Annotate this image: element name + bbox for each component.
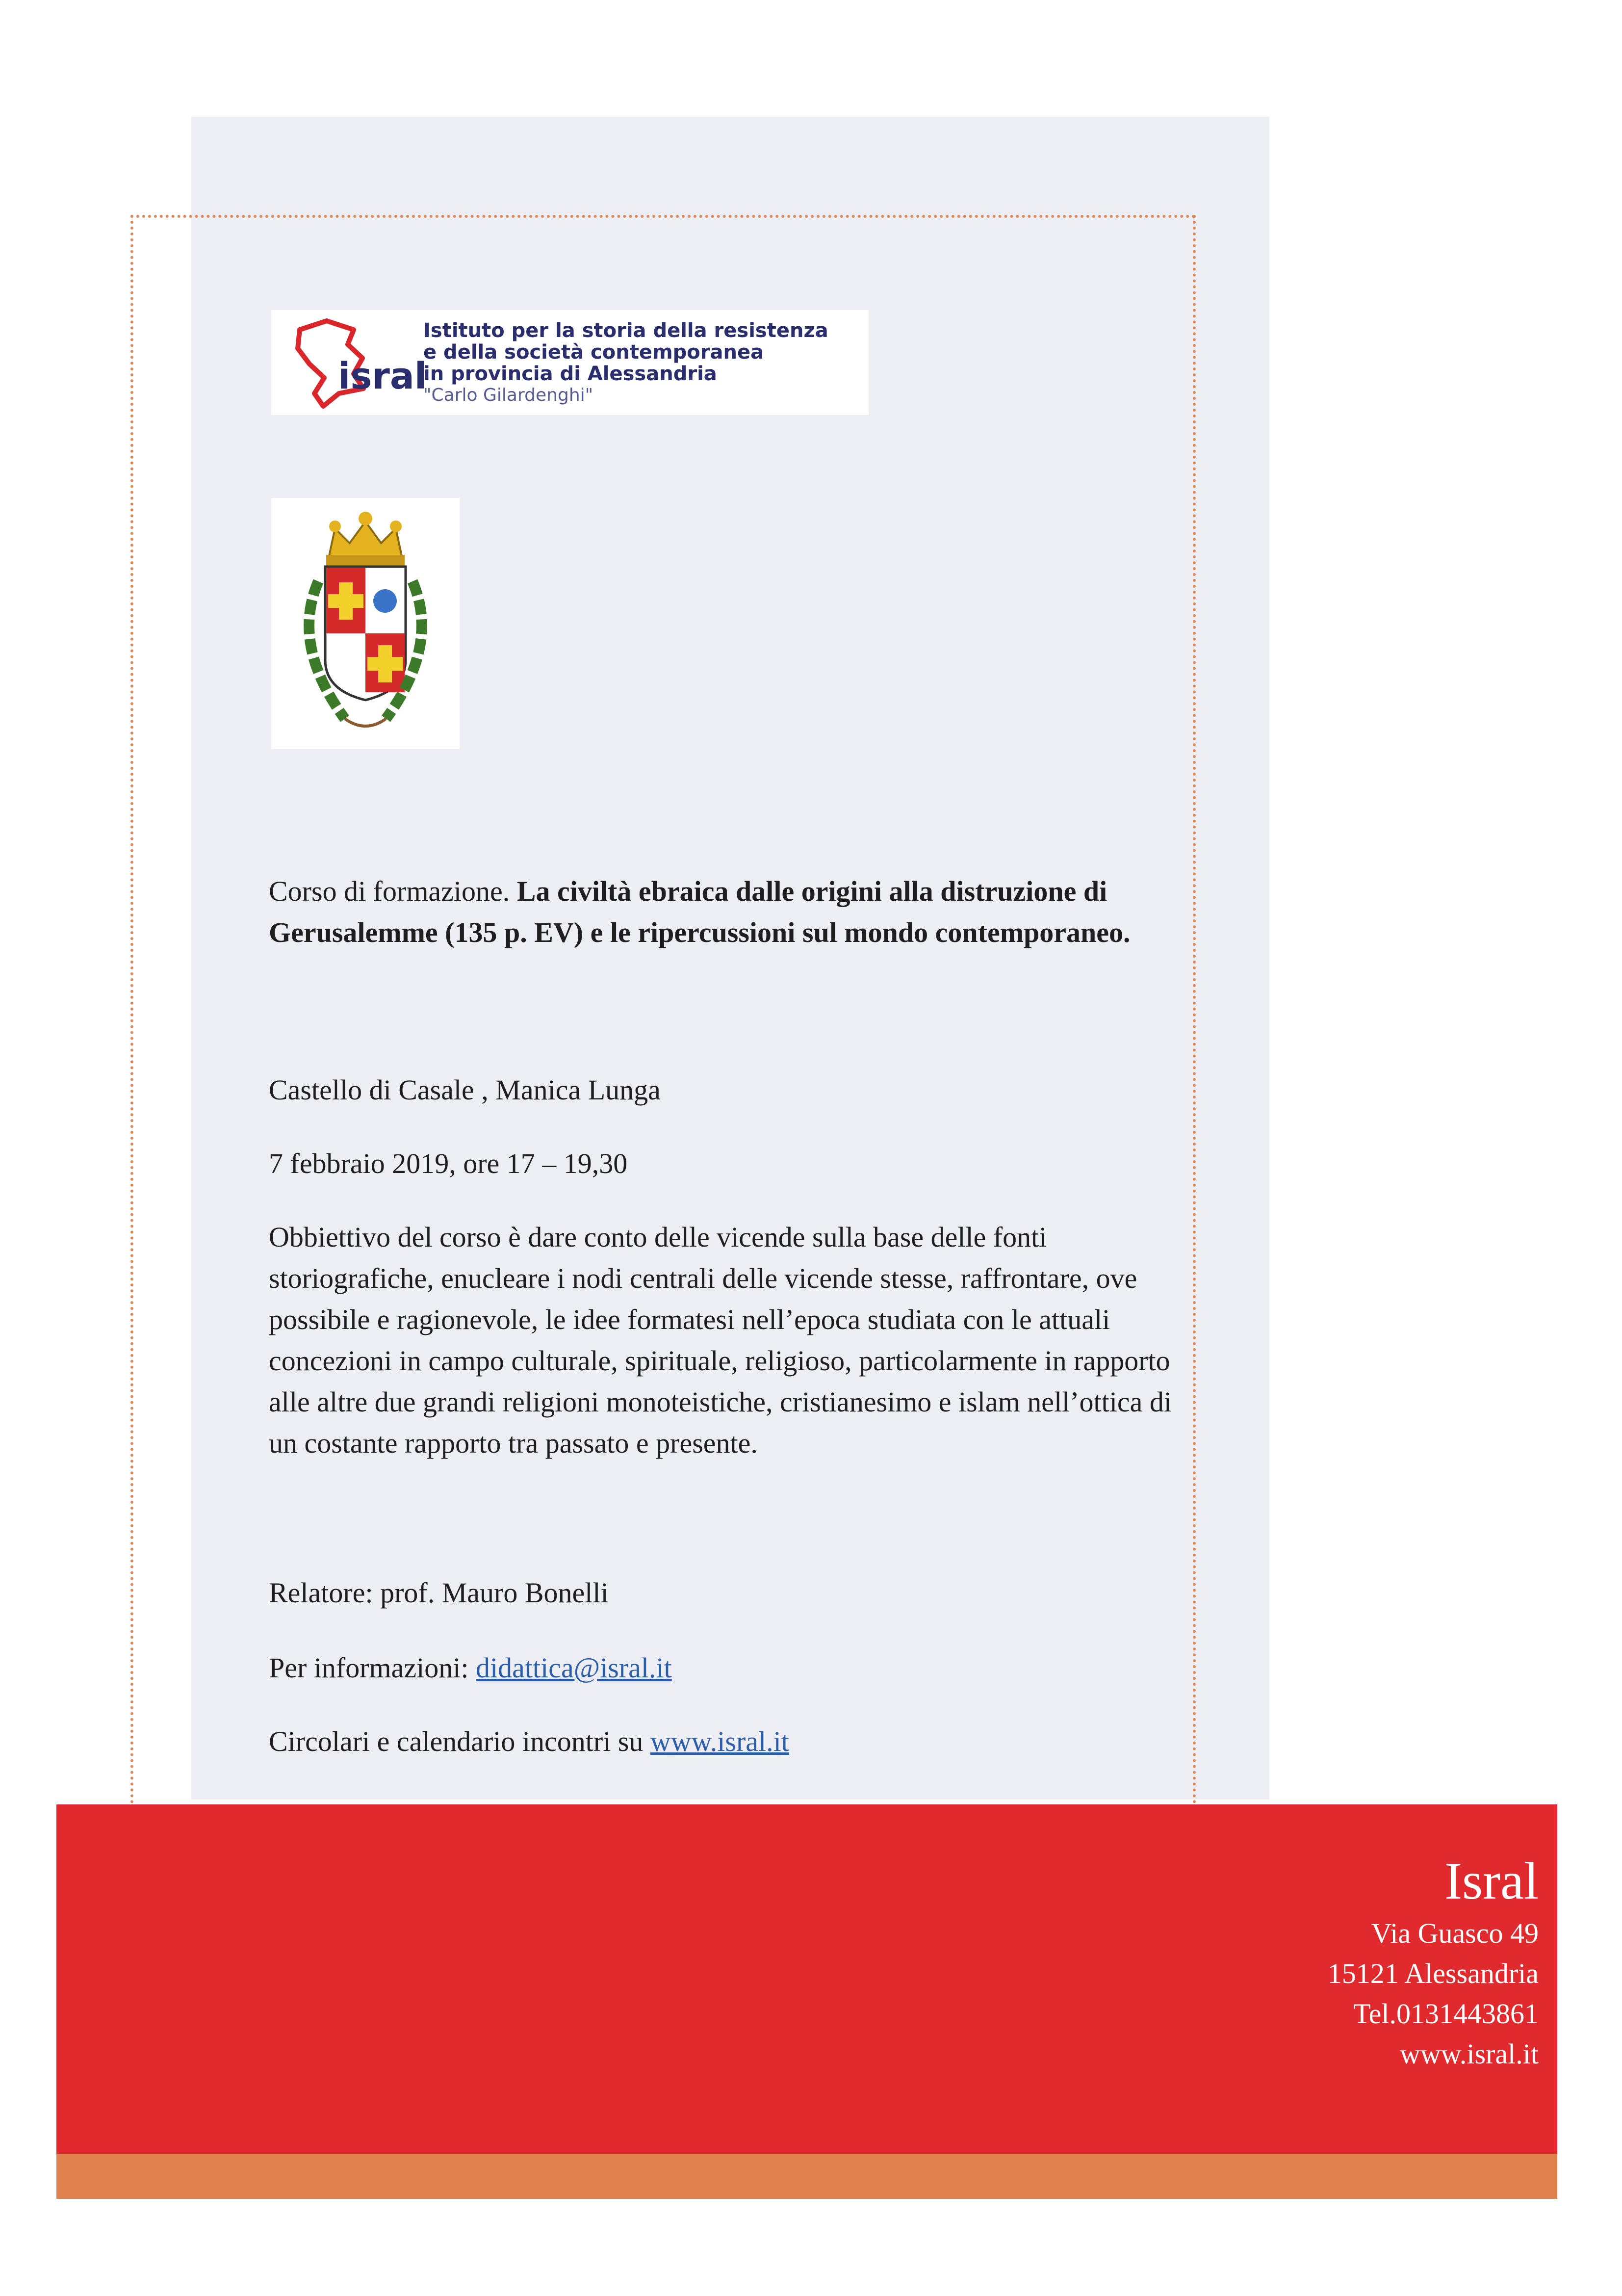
footer-website: www.isral.it	[1400, 2038, 1539, 2070]
isral-logo	[271, 310, 869, 415]
crest-icon	[271, 498, 460, 749]
coat-of-arms	[271, 498, 460, 749]
piedmont-map-icon	[280, 315, 427, 411]
logo-text: Istituto per la storia della resistenza e della società contemporanea in provincia di Alessandria "Carlo Gilardenghi"	[423, 319, 828, 405]
course-title	[269, 871, 1191, 953]
speaker-label: Relatore:	[269, 1577, 373, 1609]
footer-city: 15121 Alessandria	[1327, 1957, 1539, 1989]
course-objective: Obbiettivo del corso è dare conto delle vicende sulla base delle fonti storiografiche, enucleare i nodi centrali delle vicende stesse, raffrontare, ove possibile e ragionevole, le idee formatesi nell’epoca studiata con le attuali concezioni in campo culturale, spirituale, religioso, particolarmente in rapporto alle altre due grandi religioni monoteistiche, cristianesimo e islam nell’ottica di un costante rapporto tra passato e presente.	[269, 1221, 1172, 1459]
info-label: Per informazioni:	[269, 1652, 469, 1684]
circulars-line	[269, 1721, 1191, 1762]
title-prefix: Corso di formazione.	[269, 875, 510, 907]
info-line	[269, 1647, 1191, 1689]
speaker	[269, 1572, 1191, 1614]
speaker-name: prof. Mauro Bonelli	[380, 1577, 609, 1609]
svg-text:isral: isral	[338, 355, 427, 397]
footer-org: Isral	[1444, 1852, 1539, 1910]
info-email-link[interactable]: didattica@isral.it	[476, 1652, 672, 1684]
footer-address: Via Guasco 49	[1371, 1917, 1539, 1949]
footer-stripe	[56, 2154, 1557, 2199]
footer-phone: Tel.0131443861	[1353, 1998, 1539, 2030]
circulars-label: Circolari e calendario incontri su	[269, 1725, 644, 1757]
event-location: Castello di Casale , Manica Lunga	[269, 1074, 661, 1106]
title-bold: La civiltà ebraica dalle origini alla distruzione di Gerusalemme (135 p. EV) e le ripercussioni sul mondo contemporaneo.	[269, 875, 1131, 948]
event-date: 7 febbraio 2019, ore 17 – 19,30	[269, 1148, 628, 1179]
footer-contact	[1328, 1850, 1539, 2074]
website-link[interactable]: www.isral.it	[650, 1725, 789, 1757]
